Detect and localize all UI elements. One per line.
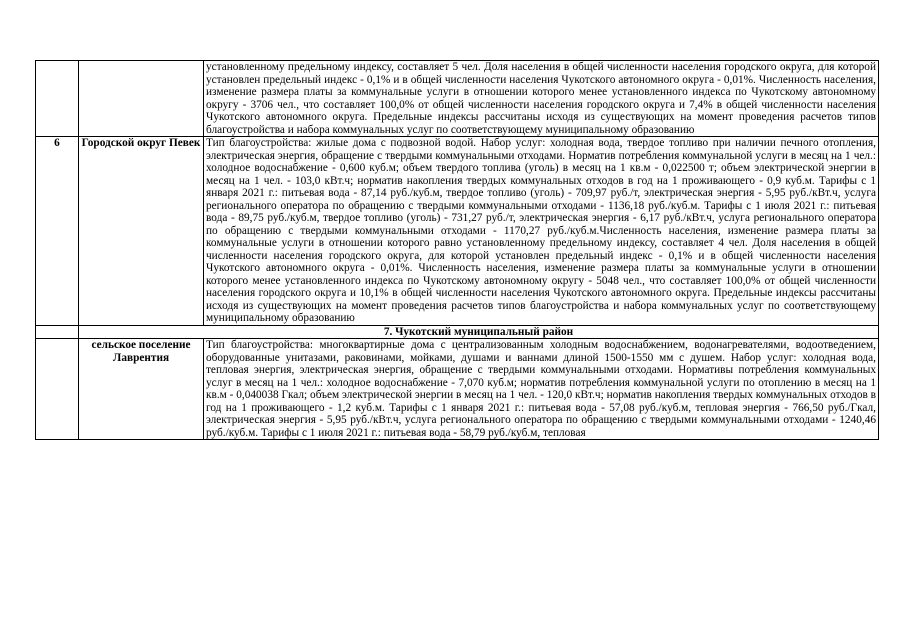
table-row	[36, 61, 879, 137]
municipality-name-cell: Городской округ Певек	[79, 137, 204, 326]
description-cell: установленному предельному индексу, составляет 5 чел. Доля населения в общей численности населения городского округа, для которой установлен предельный индекс - 0,1% и в общей численности населения Чукотского автономного округа - 0,01%. Численность населения, изменение размера платы за коммунальные услуги в отношении которого менее установленного индекса по Чукотскому автономному округу - 3706 чел., что составляет 100,0% от общей численности населения городского округа и 7,4% в общей численности населения Чукотского автономного округа. Предельные индексы рассчитаны исходя из существующих на момент проведения расчетов типов благоустройства и набора коммунальных услуг по соответствующему муниципальному образованию	[204, 61, 879, 137]
description-cell: Тип благоустройства: многоквартирные дома с централизованным холодным водоснабжением, водонагревателями, водоотведением, оборудованные унитазами, раковинами, мойками, душами и ваннами длиной 1500-1550 мм с душем. Набор услуг: холодная вода, тепловая энергия, электрическая энергия, обращение с твердыми коммунальными отходами. Нормативы потребления коммунальных услуг в месяц на 1 чел.: холодное водоснабжение - 7,070 куб.м; норматив потребления коммунальной услуги по отоплению в месяц на 1 кв.м - 0,040038 Гкал; объем электрической энергии в месяц на 1 чел. - 120,0 кВт.ч; норматив накопления твердых коммунальных отходов в год на 1 проживающего - 1,2 куб.м. Тарифы с 1 января 2021 г.: питьевая вода - 57,08 руб./куб.м, тепловая энергия - 766,50 руб./Гкал, электрическая энергия - 5,95 руб./кВт.ч, услуга регионального оператора по обращению с твердыми коммунальными отходами - 1240,46 руб./куб.м. Тарифы с 1 июля 2021 г.: питьевая вода - 58,79 руб./куб.м, тепловая	[204, 339, 879, 440]
document-table	[35, 60, 879, 440]
municipality-name-cell	[79, 61, 204, 137]
table-row	[36, 137, 879, 326]
section-heading-row	[36, 325, 879, 339]
row-number-cell: 6	[36, 137, 79, 326]
row-number-cell	[36, 61, 79, 137]
section-heading: 7. Чукотский муниципальный район	[79, 325, 879, 339]
description-cell: Тип благоустройства: жилые дома с подвозной водой. Набор услуг: холодная вода, твердое топливо при наличии печного отопления, электрическая энергия, обращение с твердыми коммунальными отходами. Норматив потребления коммунальной услуги в месяц на 1 чел.: холодное водоснабжение - 0,600 куб.м; объем твердого топлива (уголь) в месяц на 1 кв.м - 0,022500 т; объем электрической энергии в месяц на 1 чел. - 103,0 кВт.ч; норматив накопления твердых коммунальных отходов в год на 1 проживающего - 0,9 куб.м. Тарифы с 1 января 2021 г.: питьевая вода - 87,14 руб./куб.м, твердое топливо (уголь) - 709,97 руб./т, электрическая энергия - 5,95 руб./кВт.ч, услуга регионального оператора по обращению с твердыми коммунальными отходами - 1136,18 руб./куб.м. Тарифы с 1 июля 2021 г.: питьевая вода - 89,75 руб./куб.м, твердое топливо (уголь) - 731,27 руб./т, электрическая энергия - 6,17 руб./кВт.ч, услуга регионального оператора по обращению с твердыми коммунальными отходами - 1170,27 руб./куб.м.Численность населения, изменение размера платы за коммунальные услуги в отношении которого равно установленному предельному индексу, составляет 4 чел. Доля населения в общей численности населения городского округа, для которой установлен предельный индекс - 0,1% и в общей численности населения Чукотского автономного округа - 0,01%. Численность населения, изменение размера платы за коммунальные услуги в отношении которого менее установленного индекса по Чукотскому автономному округу - 5048 чел., что составляет 100,0% от общей численности населения городского округа и 10,1% в общей численности населения Чукотского автономного округа. Предельные индексы рассчитаны исходя из существующих на момент проведения расчетов типов благоустройства и набора коммунальных услуг по соответствующему муниципальному образованию	[204, 137, 879, 326]
row-number-cell	[36, 339, 79, 440]
table-row	[36, 339, 879, 440]
row-number-cell	[36, 325, 79, 339]
municipality-name-cell: сельское поселение Лаврентия	[79, 339, 204, 440]
